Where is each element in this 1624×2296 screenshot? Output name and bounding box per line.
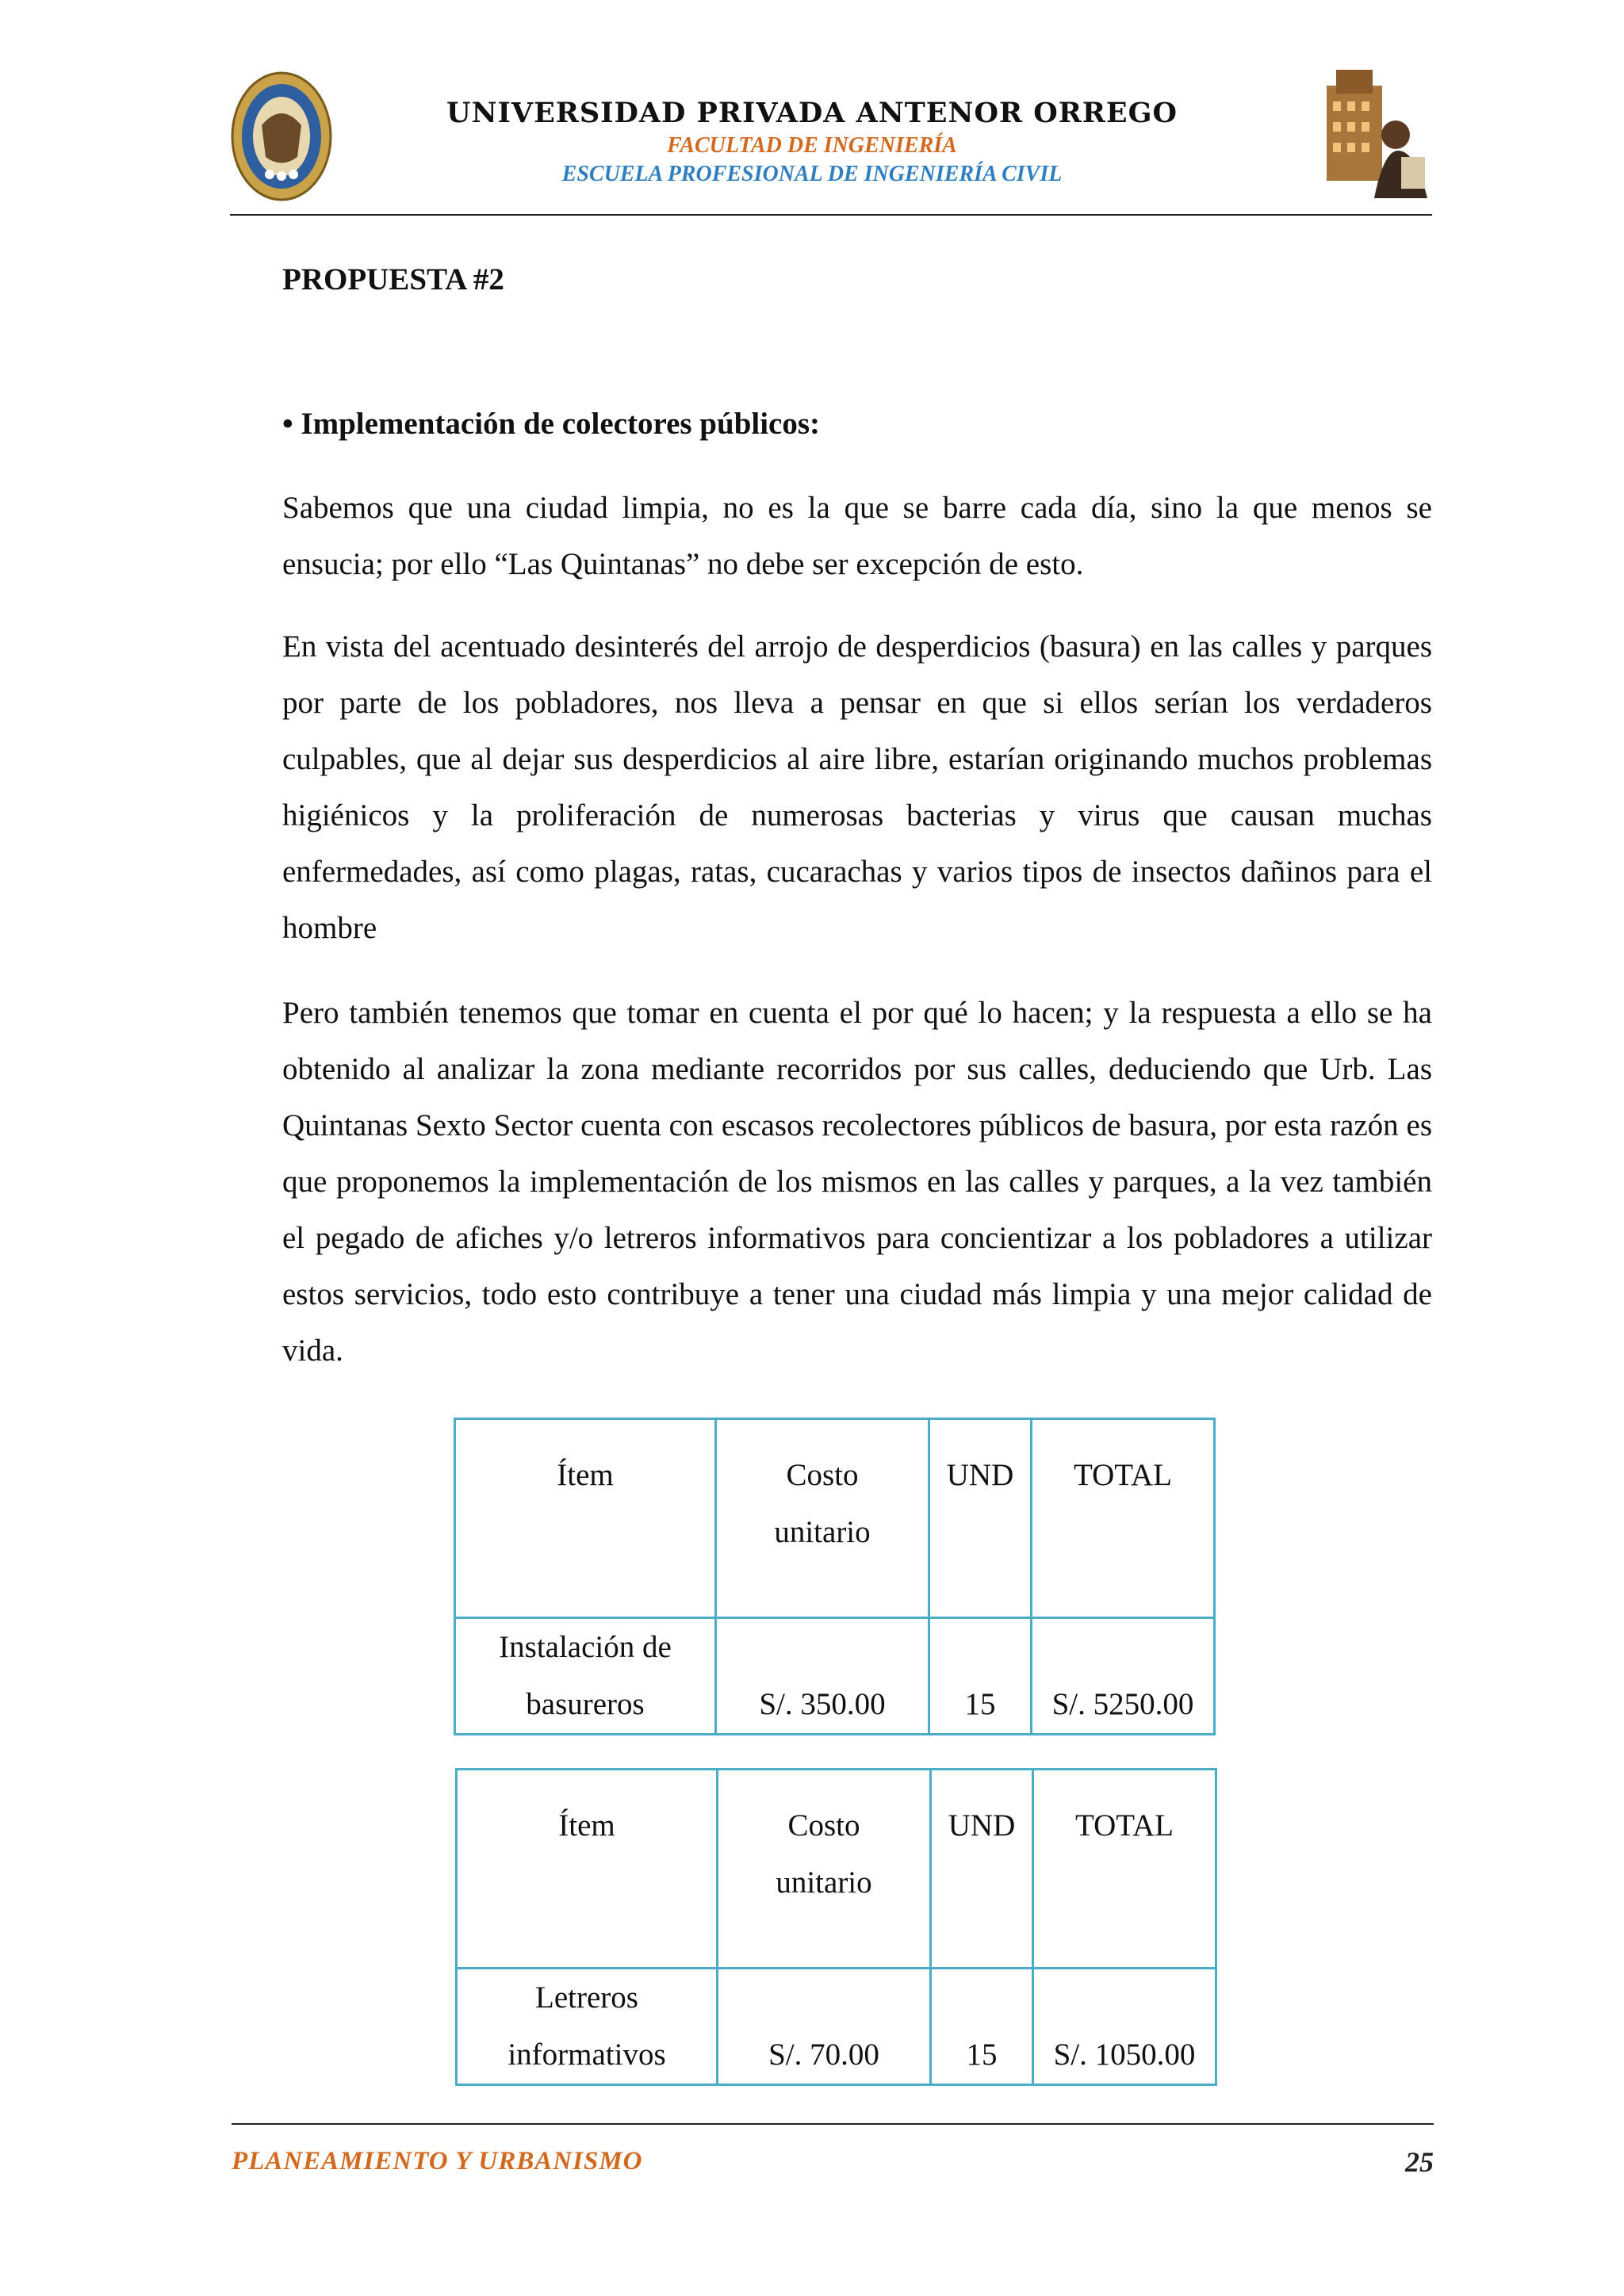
- header-unit-cost-line1: Costo: [786, 1458, 859, 1492]
- header-und: UND: [931, 1770, 1033, 1969]
- row-item-line2: informativos: [508, 2038, 666, 2072]
- header-total: TOTAL: [1033, 1770, 1216, 1969]
- header-item: Ítem: [455, 1419, 716, 1618]
- row-item-line1: Instalación de: [499, 1630, 672, 1664]
- header-unit-cost-line2: unitario: [774, 1515, 871, 1549]
- row-unit-cost: S/. 350.00: [716, 1618, 929, 1735]
- row-item-line1: Letreros: [535, 1980, 638, 2015]
- header-total: TOTAL: [1032, 1419, 1215, 1618]
- faculty-name: FACULTAD DE INGENIERÍA: [667, 133, 957, 158]
- footer-rule: [232, 2123, 1434, 2125]
- table-row: [457, 1969, 1216, 2085]
- row-item-line2: basureros: [526, 1687, 645, 1721]
- page-number: 25: [1405, 2146, 1434, 2178]
- footer-course: PLANEAMIENTO Y URBANISMO: [232, 2147, 643, 2175]
- paragraph-1: Sabemos que una ciudad limpia, no es la que se barre cada día, sino la que menos se ensucia; por ello “Las Quintanas” no debe ser excepción de esto.: [282, 491, 1432, 581]
- row-total: S/. 5250.00: [1032, 1618, 1215, 1735]
- section-title: PROPUESTA #2: [282, 262, 504, 297]
- row-unit-cost: S/. 70.00: [718, 1969, 931, 2085]
- row-total: S/. 1050.00: [1033, 1969, 1216, 2085]
- table-row: [455, 1618, 1215, 1735]
- header-unit-cost: [716, 1419, 929, 1618]
- header-rule: [230, 214, 1432, 216]
- table-header-row: [457, 1770, 1216, 1969]
- table-header-row: [455, 1419, 1215, 1618]
- header-unit-cost-line2: unitario: [776, 1866, 872, 1900]
- row-item: [455, 1618, 716, 1735]
- row-und: 15: [931, 1969, 1033, 2085]
- header-unit-cost: [718, 1770, 931, 1969]
- header-und: UND: [929, 1419, 1032, 1618]
- bullet-heading: • Implementación de colectores públicos:: [282, 407, 821, 441]
- header-item: Ítem: [457, 1770, 718, 1969]
- header-unit-cost-line1: Costo: [787, 1808, 860, 1843]
- cost-table-letreros: [455, 1768, 1217, 2086]
- paragraph-3: Pero también tenemos que tomar en cuenta el por qué lo hacen; y la respuesta a ello se ha obtenido al analizar la zona mediante recorridos por sus calles, deduciendo que Urb. Las Quintanas Sexto Sector cuenta con escasos recolectores públicos de basura, por esta razón es que proponemos la implementación de los mismos en las calles y parques, a la vez también el pegado de afiches y/o letreros informativos para concientizar a los pobladores a utilizar estos servicios, todo esto contribuye a tener una ciudad más limpia y una mejor calidad de vida.: [282, 996, 1432, 1368]
- school-name: ESCUELA PROFESIONAL DE INGENIERÍA CIVIL: [561, 162, 1063, 186]
- paragraph-2: En vista del acentuado desinterés del arrojo de desperdicios (basura) en las calles y parques por parte de los pobladores, nos lleva a pensar en que si ellos serían los verdaderos culpables, que al dejar sus desperdicios al aire libre, estarían originando muchos problemas higiénicos y la proliferación de numerosas bacterias y virus que causan muchas enfermedades, así como plagas, ratas, cucarachas y varios tipos de insectos dañinos para el hombre: [282, 629, 1432, 945]
- cost-table-basureros: [454, 1418, 1216, 1735]
- university-name: UNIVERSIDAD PRIVADA ANTENOR ORREGO: [446, 97, 1178, 129]
- row-und: 15: [929, 1618, 1032, 1735]
- row-item: [457, 1969, 718, 2085]
